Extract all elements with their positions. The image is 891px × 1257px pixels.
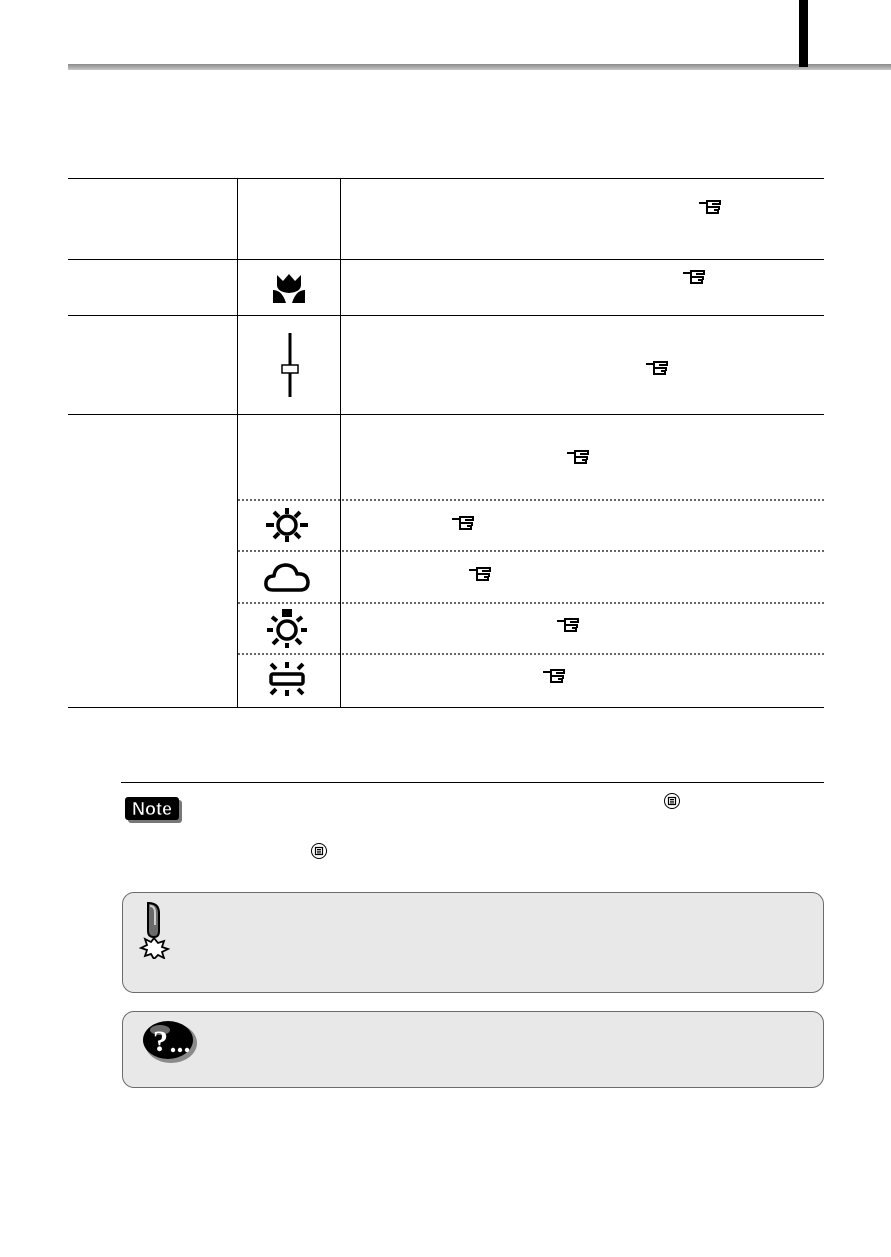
table-column-rule: [237, 178, 238, 707]
page-reference-icon: [682, 270, 706, 284]
menu-lines-icon: [312, 844, 326, 858]
table-subrow-rule: [238, 550, 824, 552]
fluorescent-lamp-icon: [265, 662, 309, 696]
question-bubble-icon: [141, 1017, 199, 1065]
tungsten-bulb-icon: [265, 608, 309, 648]
page-reference-icon: [698, 200, 722, 214]
question-box: [122, 1011, 824, 1088]
svg-text:Note: Note: [132, 799, 172, 819]
table-bottom-rule: [68, 707, 824, 708]
page-reference-icon: [645, 361, 669, 375]
page-reference-icon: [556, 618, 580, 632]
table-row-rule: [68, 315, 824, 316]
table-column-rule: [340, 178, 341, 707]
sun-icon: [264, 508, 310, 542]
header-rule: [68, 64, 891, 70]
table-row-rule: [68, 259, 824, 260]
cloud-icon: [263, 560, 311, 594]
page-reference-icon: [468, 567, 492, 581]
page-reference-icon: [566, 450, 590, 464]
table-subrow-rule: [238, 602, 824, 604]
table-top-rule: [68, 178, 824, 179]
svg-text:?: ?: [153, 1025, 168, 1058]
menu-lines-icon: [665, 794, 679, 808]
page-reference-icon: [542, 669, 566, 683]
note-rule: [121, 782, 824, 783]
menu-button-icon: [664, 793, 680, 809]
table-subrow-rule: [238, 499, 824, 501]
table-subrow-rule: [238, 653, 824, 655]
macro-tulip-icon: [270, 272, 308, 306]
chapter-tab: [799, 0, 808, 67]
page-reference-icon: [451, 516, 475, 530]
caution-pin-icon: [135, 901, 173, 959]
exposure-slider-icon: [278, 333, 302, 399]
table-row-rule: [68, 414, 824, 415]
caution-box: [122, 892, 824, 993]
menu-button-icon: [311, 843, 327, 859]
note-logo: [124, 795, 184, 825]
